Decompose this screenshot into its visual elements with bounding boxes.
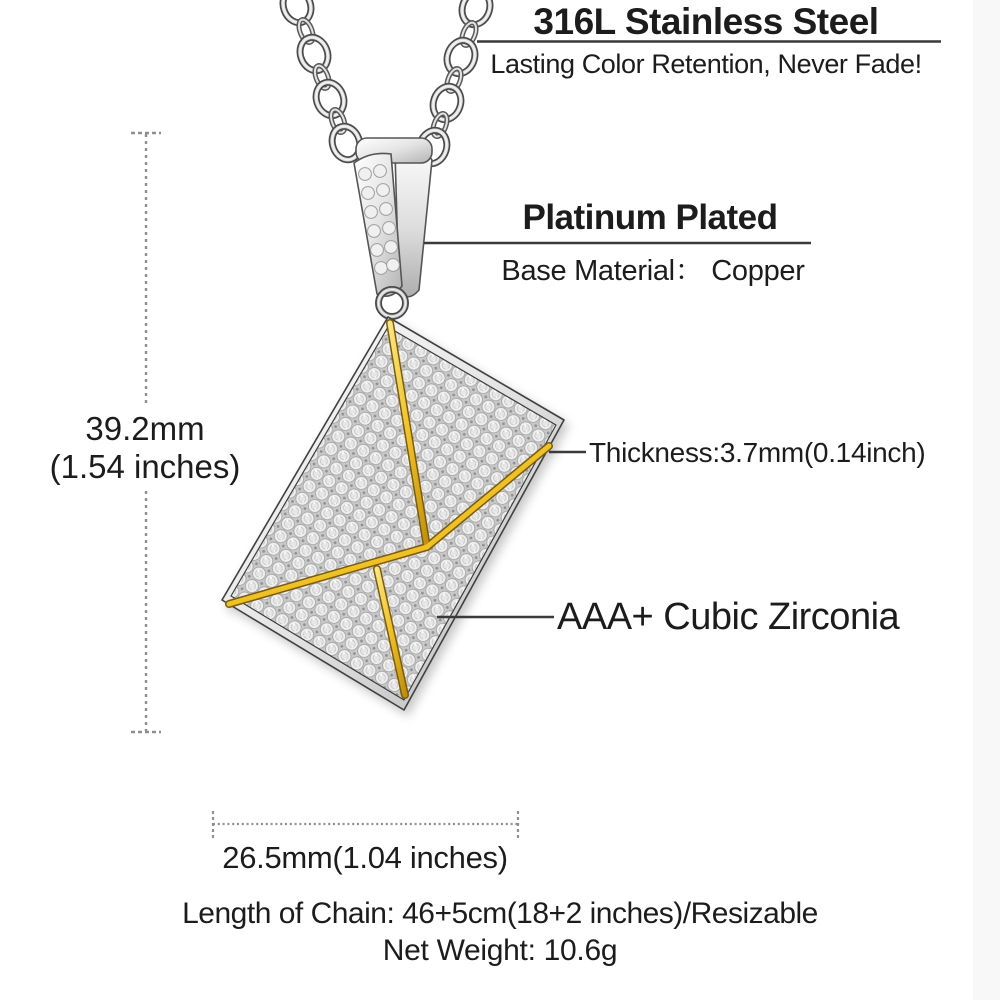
height-dimension-label bbox=[22, 407, 268, 488]
width-measure-line bbox=[213, 811, 518, 839]
bail bbox=[354, 138, 432, 317]
plating-title: Platinum Plated bbox=[522, 198, 778, 237]
thickness-label: Thickness:3.7mm(0.14inch) bbox=[589, 437, 926, 468]
height-inches: (1.54 inches) bbox=[49, 447, 241, 485]
chain-left-strand bbox=[278, 0, 364, 163]
plating-subtitle: Base Material： Copper bbox=[501, 255, 805, 287]
right-edge-band bbox=[973, 0, 1000, 1000]
envelope-pendant bbox=[222, 317, 564, 710]
chain-length-label: Length of Chain: 46+5cm(18+2 inches)/Resizable bbox=[182, 897, 818, 930]
height-mm: 39.2mm bbox=[85, 410, 205, 447]
stone-quality-label: AAA+ Cubic Zirconia bbox=[557, 596, 900, 638]
net-weight-label: Net Weight: 10.6g bbox=[382, 934, 618, 967]
steel-title: 316L Stainless Steel bbox=[533, 1, 879, 42]
width-dimension-label: 26.5mm(1.04 inches) bbox=[222, 840, 508, 875]
steel-subtitle: Lasting Color Retention, Never Fade! bbox=[490, 49, 922, 79]
